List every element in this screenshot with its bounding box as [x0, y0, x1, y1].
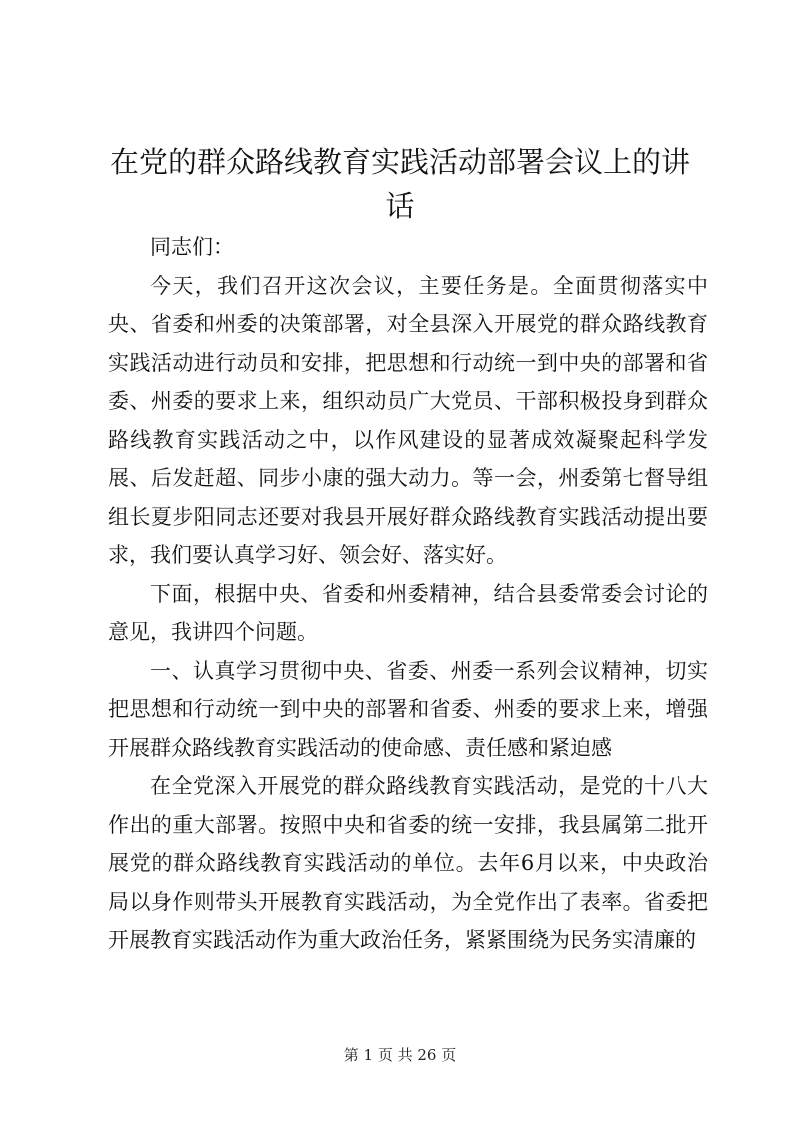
- paragraph-intro: 今天，我们召开这次会议，主要任务是。全面贯彻落实中央、省委和州委的决策部署，对全县深入开展党的群众路线教育实践活动进行动员和安排，把思想和行动统一到中央的部署和省委、州委的要求上来，组织动员广大党员、干部积极投身到群众路线教育实践活动之中，以作风建设的显著成效凝聚起科学发展、后发赶超、同步小康的强大动力。等一会，州委第七督导组组长夏步阳同志还要对我县开展好群众路线教育实践活动提出要求，我们要认真学习好、领会好、落实好。: [108, 273, 708, 567]
- section-heading-1: 一、认真学习贯彻中央、省委、州委一系列会议精神，切实把思想和行动统一到中央的部署和省委、州委的要求上来，增强开展群众路线教育实践活动的使命感、责任感和紧迫感: [108, 658, 708, 760]
- paragraph-outline: 下面，根据中央、省委和州委精神，结合县委常委会讨论的意见，我讲四个问题。: [108, 581, 708, 644]
- document-body: [108, 228, 708, 960]
- paragraph-section-1: 在全党深入开展党的群众路线教育实践活动，是党的十八大作出的重大部署。按照中央和省委的统一安排，我县属第二批开展党的群众路线教育实践活动的单位。去年6月以来，中央政治局以身作则带头开展教育实践活动，为全党作出了表率。省委把开展教育实践活动作为重大政治任务，紧紧围绕为民务实清廉的: [108, 774, 708, 952]
- paragraph-greeting: 同志们：: [150, 235, 234, 259]
- document-title: 在党的群众路线教育实践活动部署会议上的讲话: [109, 145, 690, 223]
- page-number-footer: 第 1 页 共 26 页: [343, 1046, 457, 1064]
